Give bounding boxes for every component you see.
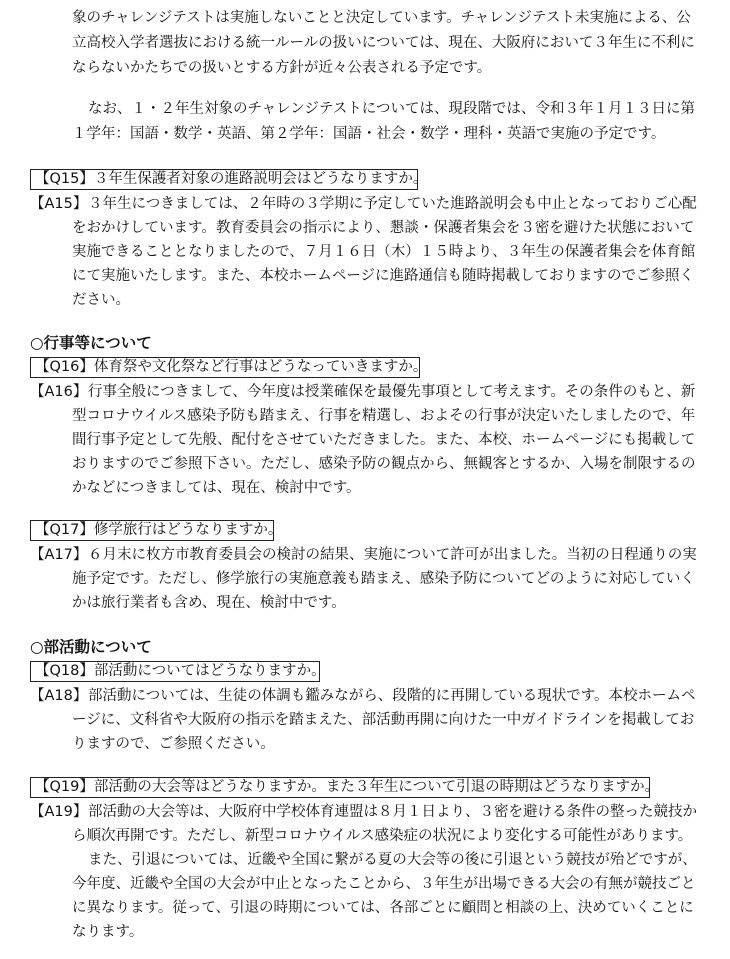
question-q17: 【Q17】修学旅行はどうなりますか。: [30, 520, 274, 541]
question-q19: 【Q19】部活動の大会等はどうなりますか。また３年生について引退の時期はどうなりますか。: [30, 777, 650, 798]
answer-line: 部活動の大会等は、大阪府中学校体育連盟は８月１日より、３密を避ける条件の整った競技か: [88, 804, 697, 820]
question-q15: 【Q15】３年生保護者対象の進路説明会はどうなりますか。: [30, 169, 418, 190]
answer-line: 型コロナウイルス感染予防も踏まえ、行事を精選し、およその行事が決定いたしましたので、年: [72, 408, 696, 424]
answer-line: 部活動については、生徒の体調も鑑みながら、段階的に再開している現状です。本校ホームペ: [88, 688, 696, 704]
answer-line: かは旅行業者も含め、現在、検討中です。: [72, 595, 346, 611]
answer-line: をおかけしています。教育委員会の指示により、懇談・保護者集会を３密を避けた状態において: [72, 220, 695, 236]
answer-line: りますので、ご参照ください。: [72, 736, 275, 752]
answer-line: に異なります。従って、引退の時期については、各部ごとに顧問と相談の上、決めていくことに: [72, 900, 694, 916]
section-heading-clubs: ○部活動について: [30, 638, 152, 656]
answer-line: なります。: [72, 924, 144, 940]
answer-line: ら順次再開です。ただし、新型コロナウイルス感染症の状況により変化する可能性があります。: [72, 828, 693, 844]
answer-line: ださい。: [72, 292, 130, 308]
intro-line: 立高校入学者選抜における統一ルールの扱いについては、現在、大阪府において３年生に不利に: [72, 35, 695, 51]
answer-line: ３年生につきましては、２年時の３学期に予定していた進路説明会も中止となっておりご心配: [88, 196, 697, 212]
answer-line: 施予定です。ただし、修学旅行の実施意義も踏まえ、感染予防についてどのように対応していく: [72, 571, 695, 587]
answer-label-a16: 【A16】: [30, 384, 88, 400]
question-q18: 【Q18】部活動についてはどうなりますか。: [30, 661, 320, 682]
intro-line: １学年：国語・数学・英語、第２学年：国語・社会・数学・理科・英語で実施の予定です。: [72, 126, 666, 142]
answer-line: また、引退については、近畿や全国に繋がる夏の大会等の後に引退という競技が殆どですが、: [88, 852, 697, 868]
intro-line: なお、１・２年生対象のチャレンジテストについては、現段階では、令和３年１月１３日に第: [88, 101, 695, 117]
answer-line: 間行事予定として先般、配付をさせていただきました。また、本校、ホームページにも掲載して: [72, 432, 696, 448]
answer-label-a18: 【A18】: [30, 688, 88, 704]
answer-label-a19: 【A19】: [30, 804, 88, 820]
answer-line: ージに、文科省や大阪府の指示を踏まえた、部活動再開に向けた一中ガイドラインを掲載してお: [72, 712, 695, 728]
answer-line: 今年度、近畿や全国の大会が中止となったことから、３年生が出場できる大会の有無が競技ごと: [72, 876, 696, 892]
answer-line: おりますのでご参照下さい。ただし、感染予防の観点から、無観客とするか、入場を制限するの: [72, 456, 696, 472]
answer-line: 実施できることとなりましたので、７月１６日（木）１５時より、３年生の保護者集会を体育館: [72, 244, 696, 260]
answer-line: かなどにつきましては、現在、検討中です。: [72, 480, 361, 496]
intro-line: ならないかたちでの扱いとする方針が近々公表される予定です。: [72, 60, 492, 76]
answer-label-a15: 【A15】: [30, 196, 88, 212]
answer-line: 行事全般につきまして、今年度は授業確保を最優先事項として考えます。その条件のもと、新: [88, 384, 696, 400]
section-heading-events: ○行事等について: [30, 334, 152, 352]
question-q16: 【Q16】体育祭や文化祭など行事はどうなっていきますか。: [30, 357, 420, 378]
answer-label-a17: 【A17】: [30, 547, 88, 563]
answer-line: にて実施いたします。また、本校ホームページに進路通信も随時掲載しておりますのでご参照く: [72, 268, 695, 284]
answer-line: ６月末に枚方市教育委員会の検討の結果、実施について許可が出ました。当初の日程通りの実: [88, 547, 697, 563]
intro-line: 象のチャレンジテストは実施しないことと決定しています。チャレンジテスト未実施による、公: [72, 10, 691, 26]
